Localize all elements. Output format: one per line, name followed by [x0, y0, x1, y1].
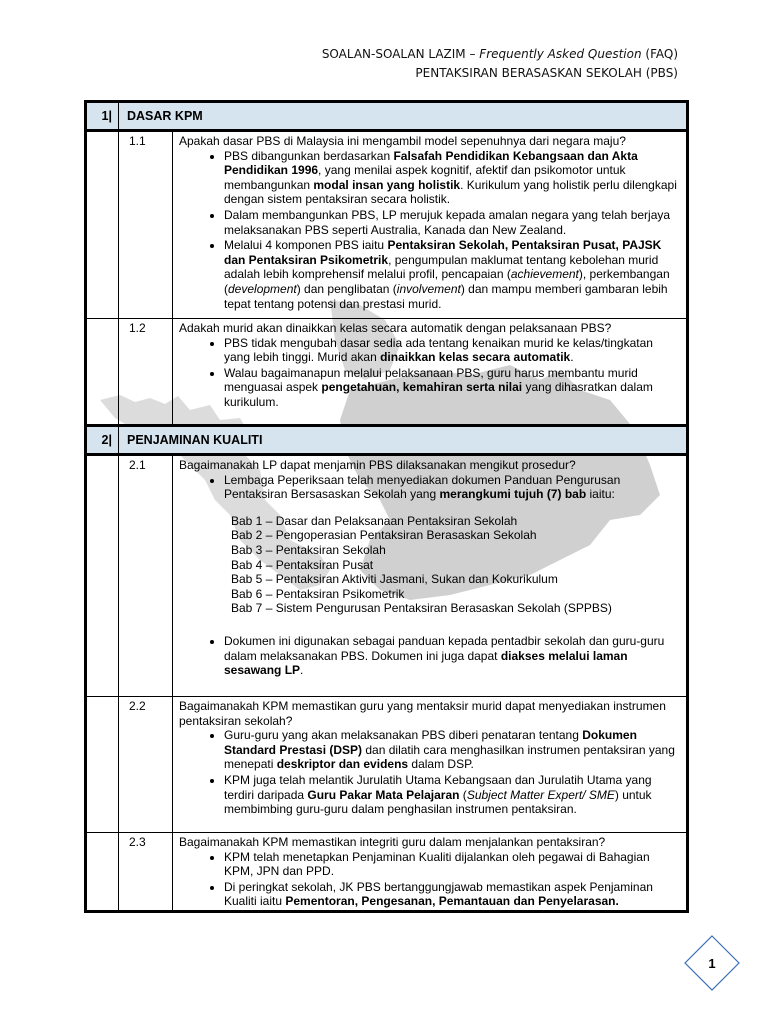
question-number: 2.1: [119, 455, 173, 697]
faq-row-1-1: [86, 131, 688, 319]
answer-item: • Lembaga Peperiksaan telah menyediakan dokumen Panduan Pengurusan Pentaksiran Bersasaskan Sekolah yang merangkumi tujuh (7) bab iaitu:: [224, 473, 680, 502]
answer-list: [179, 336, 680, 410]
question-number: 2.2: [119, 697, 173, 833]
page-number: 1: [708, 956, 716, 971]
section-header-penjaminan-kualiti: [86, 426, 688, 455]
answer-list: [179, 149, 680, 312]
document-header-subtitle: PENTAKSIRAN BERASASKAN SEKOLAH (PBS): [415, 66, 678, 80]
answer-list: [179, 473, 680, 502]
chapter-item: Bab 1 – Dasar dan Pelaksanaan Pentaksiran Sekolah: [231, 513, 518, 528]
section-title: PENJAMINAN KUALITI: [119, 426, 688, 455]
question-text: Bagaimanakah KPM memastikan integriti guru dalam menjalankan pentaksiran?: [179, 835, 606, 849]
answer-item: • PBS tidak mengubah dasar sedia ada tentang kenaikan murid ke kelas/tingkatan yang lebih tinggi. Murid akan dinaikkan kelas secara automatik.: [224, 336, 680, 365]
chapter-list: [231, 514, 680, 616]
question-body: [173, 131, 688, 319]
answer-item: • Guru-guru yang akan melaksanakan PBS diberi penataran tentang Dokumen Standard Prestasi (DSP) dan dilatih cara menghasilkan instrumen pentaksiran yang menepati deskriptor dan evidens dalam DSP.: [224, 728, 680, 772]
chapter-item: Bab 2 – Pengoperasian Pentaksiran Berasaskan Sekolah: [231, 528, 537, 543]
section-header-dasar-kpm: [86, 102, 688, 131]
answer-item: • Dokumen ini digunakan sebagai panduan kepada pentadbir sekolah dan guru-guru dalam melaksanakan PBS. Dokumen ini juga dapat diakses melalui laman sesawang LP.: [224, 634, 680, 678]
question-body: [173, 455, 688, 697]
question-text: Apakah dasar PBS di Malaysia ini mengambil model sepenuhnya dari negara maju?: [179, 134, 626, 148]
question-number: 1.1: [119, 131, 173, 319]
document-header-title: SOALAN-SOALAN LAZIM – Frequently Asked Question (FAQ): [321, 47, 678, 61]
question-number: 2.3: [119, 833, 173, 912]
faq-row-2-1: [86, 455, 688, 697]
question-text: Bagaimanakah KPM memastikan guru yang mentaksir murid dapat menyediakan instrumen pentaksiran sekolah?: [179, 699, 666, 728]
answer-list: [179, 634, 680, 678]
answer-item: • PBS dibangunkan berdasarkan Falsafah Pendidikan Kebangsaan dan Akta Pendidikan 1996, yang menilai aspek kognitif, afektif dan psikomotor untuk membangunkan modal insan yang holistik. Kurikulum yang holistik perlu dilengkapi dengan sistem pentaksiran secara holistik.: [224, 149, 680, 207]
chapter-item: Bab 5 – Pentaksiran Aktiviti Jasmani, Sukan dan Kokurikulum: [231, 572, 558, 587]
faq-row-2-3: [86, 833, 688, 912]
answer-item: • KPM juga telah melantik Jurulatih Utama Kebangsaan dan Jurulatih Utama yang terdiri daripada Guru Pakar Mata Pelajaran (Subject Matter Expert/ SME) untuk membimbing guru-guru dalam penghasilan instrumen pentaksiran.: [224, 773, 680, 817]
chapter-item: Bab 4 – Pentaksiran Pusat: [231, 557, 374, 572]
question-body: [173, 833, 688, 912]
question-body: [173, 697, 688, 833]
answer-item: • Melalui 4 komponen PBS iaitu Pentaksiran Sekolah, Pentaksiran Pusat, PAJSK dan Pentaksiran Psikometrik, pengumpulan maklumat tentang kebolehan murid adalah lebih komprehensif melalui profil, pencapaian (achievement), perkembangan (development) dan penglibatan (involvement) dan mampu memberi gambaran lebih tepat tentang potensi dan prestasi murid.: [224, 238, 680, 311]
chapter-item: Bab 3 – Pentaksiran Sekolah: [231, 542, 386, 557]
page-number-badge: [683, 934, 741, 992]
question-text: Adakah murid akan dinaikkan kelas secara automatik dengan pelaksanaan PBS?: [179, 321, 612, 335]
section-title: DASAR KPM: [119, 102, 688, 131]
answer-item: • Walau bagaimanapun melalui pelaksanaan PBS, guru harus membantu murid menguasai aspek pengetahuan, kemahiran serta nilai yang dihasratkan dalam kurikulum.: [224, 366, 680, 410]
faq-table: [84, 100, 689, 913]
chapter-item: Bab 7 – Sistem Pengurusan Pentaksiran Berasaskan Sekolah (SPPBS): [231, 601, 612, 616]
faq-row-1-2: [86, 319, 688, 426]
chapter-item: Bab 6 – Pentaksiran Psikometrik: [231, 586, 405, 601]
section-number: 2|: [86, 426, 119, 455]
question-number: 1.2: [119, 319, 173, 426]
section-number: 1|: [86, 102, 119, 131]
answer-list: [179, 728, 680, 817]
answer-item: • Dalam membangunkan PBS, LP merujuk kepada amalan negara yang telah berjaya melaksanakan PBS seperti Australia, Kanada dan New Zealand.: [224, 208, 680, 237]
question-body: [173, 319, 688, 426]
answer-item: • Di peringkat sekolah, JK PBS bertanggungjawab memastikan aspek Penjaminan Kualiti iaitu Pementoran, Pengesanan, Pemantauan dan Penyelarasan.: [224, 880, 680, 909]
question-text: Bagaimanakah LP dapat menjamin PBS dilaksanakan mengikut prosedur?: [179, 458, 576, 472]
answer-list: [179, 850, 680, 909]
faq-row-2-2: [86, 697, 688, 833]
answer-item: • KPM telah menetapkan Penjaminan Kualiti dijalankan oleh pegawai di Bahagian KPM, JPN dan PPD.: [224, 850, 680, 879]
